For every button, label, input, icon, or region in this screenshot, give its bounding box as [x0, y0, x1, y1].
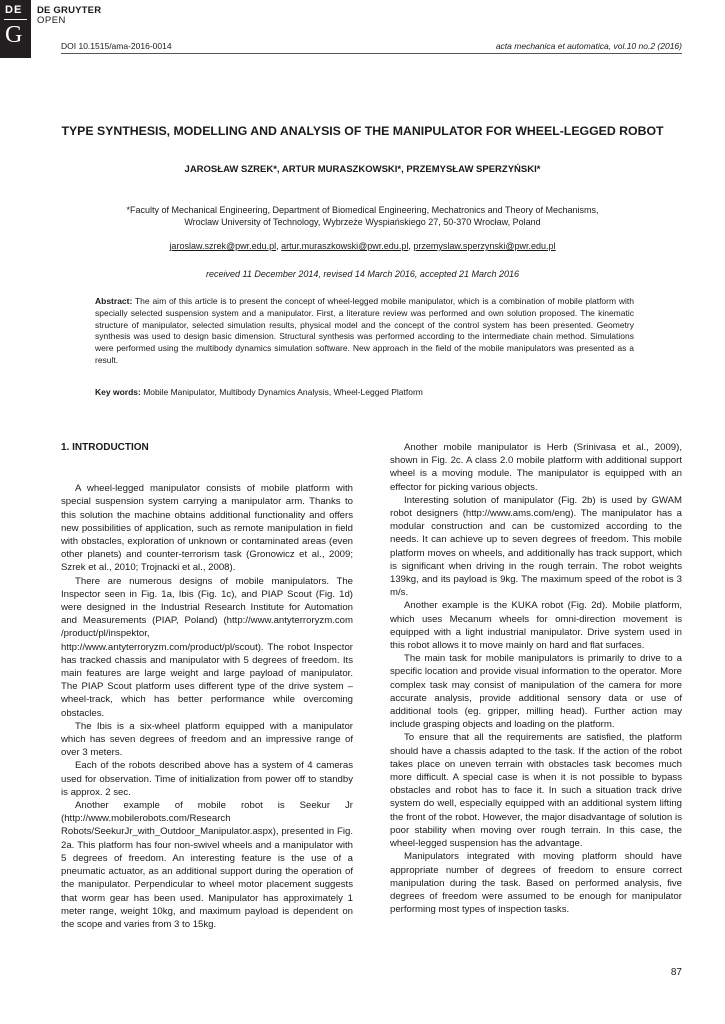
abstract-label: Abstract: [95, 296, 133, 306]
logo-de-text: DE [5, 4, 23, 16]
affiliation-line-1: *Faculty of Mechanical Engineering, Department of Biomedical Engineering, Mechatronics and Theory of Mechanisms, [126, 205, 599, 215]
paragraph: Interesting solution of manipulator (Fig. 2b) is used by GWAM robot designers (http://www.ams.com/eng). The manipulator has a modular construction and can be customized according to the needs. It can achieve up to seven degrees of freedom. This mobile platform moves on wheels, and additionally has track support, which is significant when driving in the rough terrain. The robot weights 139kg, and its payload is 9kg. The maximum speed of the robot is 3 m/s. [390, 494, 682, 599]
publisher-sub: OPEN [37, 15, 66, 26]
right-column [390, 441, 682, 916]
header-rule [61, 53, 682, 54]
section-heading: 1. INTRODUCTION [61, 442, 149, 453]
received-dates: received 11 December 2014, revised 14 March 2016, accepted 21 March 2016 [205, 269, 520, 279]
emails: jaroslaw.szrek@pwr.edu.pl, artur.muraszkowski@pwr.edu.pl, przemyslaw.sperzynski@pwr.edu.pl [169, 241, 556, 251]
paragraph: There are numerous designs of mobile manipulators. The Inspector seen in Fig. 1a, Ibis (Fig. 1c), and PIAP Scout (Fig. 1d) were designed in the Industrial Research Institute for Automation and Measurements (PIAP, Poland) (http://www.antyterroryzm.com /product/pl/inspektor, http://www.antyterroryzm.com/product/pl/scout). The robot Inspector has tracked chassis and manipulator with 5 degrees of freedom. Its main features are large weight and large payload of manipulator. The PIAP Scout platform uses different type of the drive system – wheel-track, which has better performance while overcoming obstacles. [61, 575, 353, 719]
affiliation [60, 204, 665, 228]
doi: DOI 10.1515/ama-2016-0014 [61, 41, 172, 51]
paragraph: Another mobile manipulator is Herb (Srinivasa et al., 2009), shown in Fig. 2c. A class 2.0 mobile platform with additional support wheel is a moving module. The manipulator is equipped with an effector for picking various objects. [390, 442, 682, 493]
page-number: 87 [670, 967, 682, 978]
authors: JAROSŁAW SZREK*, ARTUR MURASZKOWSKI*, PRZEMYSŁAW SPERZYŃSKI* [184, 164, 541, 175]
paper-title: TYPE SYNTHESIS, MODELLING AND ANALYSIS OF THE MANIPULATOR FOR WHEEL-LEGGED ROBOT [61, 124, 664, 138]
abstract-text: The aim of this article is to present the concept of wheel-legged mobile manipulator, which is a combination of mobile platform with specially selected suspension system and a manipulator. First, a literature review was performed and own solution proposed. The kinematic structure of manipulator, selected simulation results, physical model and the concept of the control system has been presented. Geometry synthesis was used to design basic dimension. Structural synthesis was performed according to the intermediate chain method. Simulations were performed using the multibody dynamics simulation software. New approach in the field of the mobile manipulators was presented as a result. [95, 296, 634, 365]
email-link[interactable]: artur.muraszkowski@pwr.edu.pl [281, 241, 409, 251]
publisher-name: DE GRUYTER [37, 5, 102, 16]
publisher-logo [0, 0, 31, 58]
paragraph: To ensure that all the requirements are satisfied, the platform should have a chassis adapted to the task. If the action of the robot takes place on uneven terrain with obstacles task becomes much more difficult. A special case is when it is not possible to bypass obstacles and robot has to face it. In such a situation track drive system do well, especially equipped with an additional system lifting the front of the robot. However, the major disadvantage of solution is poor stability when moving over rough terrain. In this case, the wheel-legged suspension has the advantage. [390, 732, 682, 850]
logo-divider [4, 19, 27, 20]
logo-g-text: G [5, 22, 23, 48]
keywords-label: Key words: [95, 387, 141, 397]
paragraph: Each of the robots described above has a system of 4 cameras used for observation. Time of initialization from power off to standby is approx. 2 sec. [61, 760, 353, 798]
keywords-text: Mobile Manipulator, Multibody Dynamics Analysis, Wheel-Legged Platform [143, 387, 423, 397]
paragraph: A wheel-legged manipulator consists of mobile platform with special suspension system carrying a manipulator arm. Thanks to this solution the machine obtains additional functionality and offers new possibilities of application, such as remote manipulation in field with obstacles, exploration of unknown or contaminated areas (even other planets) and counter-terrorism task (Gronowicz et al., 2009; Szrek et al., 2010; Trojnacki et al., 2008). [61, 483, 353, 574]
paragraph: The main task for mobile manipulators is primarily to drive to a specific location and provide visual information to the operator. More complex task may consist of manipulation of the camera for more accurate analysis, provide additional sensory data or use of additional tools (eg. gripper, milling head). Further action may include grasping objects and loading on the platform. [390, 653, 682, 731]
email-link[interactable]: jaroslaw.szrek@pwr.edu.pl [169, 241, 277, 251]
left-column [61, 441, 353, 931]
paragraph: Manipulators integrated with moving platform should have appropriate number of degrees of freedom to ensure correct manipulation during the task. Based on performed analysis, five degrees of freedom were assumed to be enough for manipulator performing most types of inspection tasks. [390, 851, 682, 916]
paragraph: The Ibis is a six-wheel platform equipped with a manipulator which has seven degrees of freedom and an impressive range of over 3 meters. [61, 720, 353, 759]
affiliation-line-2: Wroclaw University of Technology, Wybrzeże Wyspiańskiego 27, 50-370 Wrocław, Poland [184, 217, 541, 227]
paragraph: Another example is the KUKA robot (Fig. 2d). Mobile platform, which uses Mecanum wheels for omni-direction movement is equipped with a light industrial manipulator. Drive system used in this robot allows it to move mainly on hard and flat surfaces. [390, 600, 682, 652]
journal-name: acta mechanica et automatica, vol.10 no.2 (2016) [495, 41, 682, 51]
paragraph: Another example of mobile robot is Seekur Jr (http://www.mobilerobots.com/Research Robots/SeekurJr_with_Outdoor_Manipulator.aspx), presented in Fig. 2a. This platform has four non-swivel wheels and a manipulator with 5 degrees of freedom. An interesting feature is the use of a pneumatic actuator, as an additional support during the operation of the manipulator. Perpendicular to wheel motor placement suggests that worm gear has been used. Manipulator has approximately 1 meter range, weight 10kg, and maximum payload is dependent on the scope and varies from 3 to 15kg. [61, 800, 353, 930]
email-link[interactable]: przemyslaw.sperzynski@pwr.edu.pl [413, 241, 556, 251]
keywords [95, 387, 634, 397]
abstract [95, 296, 634, 367]
